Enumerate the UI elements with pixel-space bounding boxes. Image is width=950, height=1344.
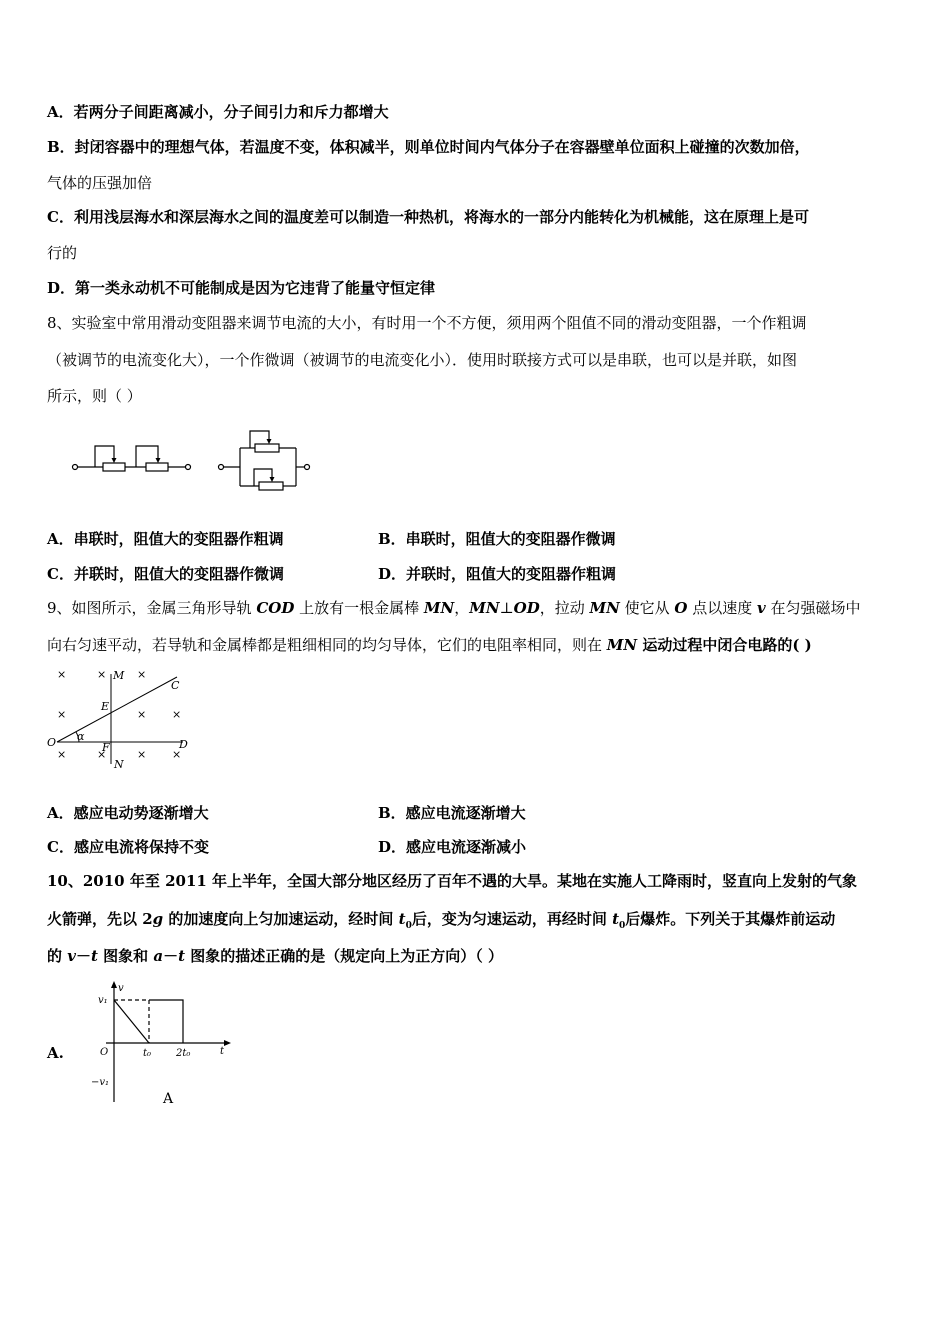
- parallel-terminal-left: [219, 465, 224, 470]
- q10-label-t-sub: 0: [405, 921, 412, 931]
- field-cross-mark: ×: [172, 708, 182, 721]
- q10-stem-line1: [47, 871, 857, 891]
- tick-label-v1: v₁: [98, 995, 108, 1006]
- q10-label-t-sub: 0: [619, 921, 626, 931]
- q9-stem-line2: [47, 635, 812, 655]
- q9-stem-part: 上放有一根金属棒: [294, 599, 424, 617]
- q10-label-t: t: [178, 947, 186, 965]
- q10-label-g: g: [152, 910, 164, 928]
- q10-stem-part: 后爆炸。下列关于其爆炸前运动: [625, 910, 836, 928]
- field-cross-mark: ×: [57, 668, 67, 681]
- field-cross-mark: ×: [137, 668, 147, 681]
- q7-option-d: [47, 278, 435, 298]
- q10-stem-part: 的加速度向上匀加速运动，经时间: [163, 910, 399, 928]
- q9-label-mn: MN: [469, 599, 500, 617]
- rheostat-1: [103, 463, 125, 471]
- q9-stem-part: 在匀强磁场中: [765, 599, 861, 617]
- q9-rail-figure: [45, 666, 195, 776]
- q8-option-a: A．串联时，阻值大的变阻器作粗调: [47, 530, 284, 548]
- q9-stem-part: ，拉动: [539, 599, 590, 617]
- q10-label-t: t: [398, 910, 406, 928]
- q9-label-mn: MN: [423, 599, 455, 617]
- label-c: C: [171, 679, 180, 692]
- q8-stem-text2: （被调节的电流变化大），一个作微调（被调节的电流变化小）．使用时联接方式可以是串联，也可以是并联，如图: [47, 351, 798, 369]
- q10-stem-text1: 10、2010 年至 2011 年上半年，全国大部分地区经历了百年不遇的大旱。某地在实施人工降雨时，竖直向上发射的气象: [47, 872, 858, 890]
- q8-stem-text1: 8、实验室中常用滑动变阻器来调节电流的大小，有时用一个不方便，须用两个阻值不同的滑动变阻器，一个作粗调: [47, 314, 807, 332]
- q10-label-t: t: [90, 947, 98, 965]
- q7-option-c-text: C．利用浅层海水和深层海水之间的温度差可以制造一种热机，将海水的一部分内能转化为机械能，这在原理上是可: [47, 208, 809, 226]
- label-d: D: [179, 738, 188, 751]
- origin-label: O: [100, 1047, 109, 1058]
- q10-label-a: a: [153, 947, 164, 965]
- q10-dash: －: [163, 947, 179, 965]
- q8-stem-line3: [47, 386, 142, 406]
- q7-option-d-text: D．第一类永动机不可能制成是因为它违背了能量守恒定律: [47, 279, 436, 297]
- rheostat-2: [146, 463, 168, 471]
- q9-stem-part: 9、如图所示，金属三角形导轨: [47, 599, 257, 617]
- tick-label-neg-v1: −v₁: [91, 1077, 110, 1088]
- field-cross-mark: ×: [57, 708, 67, 721]
- field-cross-mark: ×: [137, 708, 147, 721]
- q8-stem-line2: [47, 350, 797, 370]
- q9-option-a: A．感应电动势逐渐增大: [47, 804, 209, 822]
- q9-perp-symbol: ⊥: [499, 599, 514, 617]
- q7-option-b-line1: [47, 137, 810, 157]
- q9-option-b: B．感应电流逐渐增大: [378, 804, 526, 822]
- field-cross-mark: ×: [137, 748, 147, 761]
- tick-label-t0: t₀: [143, 1048, 152, 1059]
- q7-option-c-cont: 行的: [47, 244, 78, 262]
- q7-option-b-cont: 气体的压强加倍: [47, 174, 153, 192]
- field-cross-mark: ×: [172, 748, 182, 761]
- q10-option-a-label: [47, 1043, 64, 1063]
- series-terminal-right: [186, 465, 191, 470]
- field-cross-mark: ×: [97, 748, 107, 761]
- q9-label-cod: COD: [256, 599, 295, 617]
- q9-stem-part: 运动过程中闭合电路的( ): [637, 636, 812, 654]
- rheostat-3: [255, 444, 279, 452]
- q10-stem-part: 火箭弹，先以 2: [47, 910, 153, 928]
- label-alpha: α: [77, 730, 85, 743]
- vt-line-level: [149, 1000, 183, 1043]
- q9-option-d: D．感应电流逐渐减小: [378, 838, 527, 856]
- q9-stem-line1: [47, 598, 861, 618]
- q8-option-c: C．并联时，阻值大的变阻器作微调: [47, 565, 284, 583]
- axis-label-t: t: [220, 1046, 225, 1057]
- axis-label-v: v: [118, 983, 124, 994]
- label-o: O: [47, 736, 57, 749]
- q9-option-c: C．感应电流将保持不变: [47, 838, 209, 856]
- q10-label-v: v: [67, 947, 76, 965]
- q10-option-a-text: A.: [47, 1044, 64, 1062]
- q8-stem-text3: 所示，则（ ）: [47, 387, 142, 405]
- label-n: N: [114, 758, 124, 771]
- label-e: E: [101, 700, 110, 713]
- vt-line-descend: [114, 1000, 149, 1043]
- q9-label-mn: MN: [606, 636, 638, 654]
- series-terminal-left: [73, 465, 78, 470]
- q9-label-od: OD: [513, 599, 540, 617]
- q7-option-a-text: A．若两分子间距离减小，分子间引力和斥力都增大: [47, 103, 389, 121]
- q10-stem-line2: [47, 909, 835, 936]
- q10-stem-line3: [47, 946, 503, 966]
- q7-option-c-line2: [47, 243, 77, 263]
- t-axis-arrow: [224, 1040, 231, 1046]
- q10-stem-part: 后，变为匀速运动，再经时间: [411, 910, 613, 928]
- label-f: F: [102, 741, 110, 754]
- q9-stem-part: 点以速度: [687, 599, 758, 617]
- q9-stem-part: 使它从: [619, 599, 675, 617]
- field-cross-mark: ×: [57, 748, 67, 761]
- rheostat-4: [259, 482, 283, 490]
- q10-stem-part: 图象和: [97, 947, 154, 965]
- tick-label-2t0: 2t₀: [176, 1048, 191, 1059]
- q10-vt-graph: [88, 980, 233, 1110]
- q10-stem-part: 的: [47, 947, 68, 965]
- label-m: M: [113, 669, 125, 682]
- q8-circuit-figure: [70, 426, 315, 496]
- q10-label-t: t: [612, 910, 619, 928]
- q7-option-b-line2: [47, 173, 152, 193]
- parallel-terminal-right: [305, 465, 310, 470]
- q10-dash: －: [75, 947, 91, 965]
- field-cross-mark: ×: [97, 668, 107, 681]
- q9-label-v: v: [757, 599, 766, 617]
- q7-option-c-line1: [47, 207, 809, 227]
- v-axis-arrow: [111, 981, 117, 988]
- q8-stem-line1: [47, 313, 807, 333]
- q9-label-o: O: [674, 599, 688, 617]
- graph-caption: A: [163, 1091, 174, 1107]
- q8-option-b: B．串联时，阻值大的变阻器作微调: [378, 530, 616, 548]
- q8-option-d: D．并联时，阻值大的变阻器作粗调: [378, 565, 617, 583]
- q7-option-b-text: B．封闭容器中的理想气体，若温度不变，体积减半，则单位时间内气体分子在容器壁单位面积上碰撞的次数加倍，: [47, 138, 810, 156]
- q10-stem-part: 图象的描述正确的是（规定向上为正方向）（ ）: [185, 947, 503, 965]
- q9-stem-part: ，: [454, 599, 470, 617]
- q9-label-mn: MN: [589, 599, 620, 617]
- q7-option-a: [47, 102, 389, 122]
- rail-oc: [57, 677, 177, 742]
- q9-stem-part: 向右匀速平动，若导轨和金属棒都是粗细相同的均匀导体，它们的电阻率相同，则在: [47, 636, 607, 654]
